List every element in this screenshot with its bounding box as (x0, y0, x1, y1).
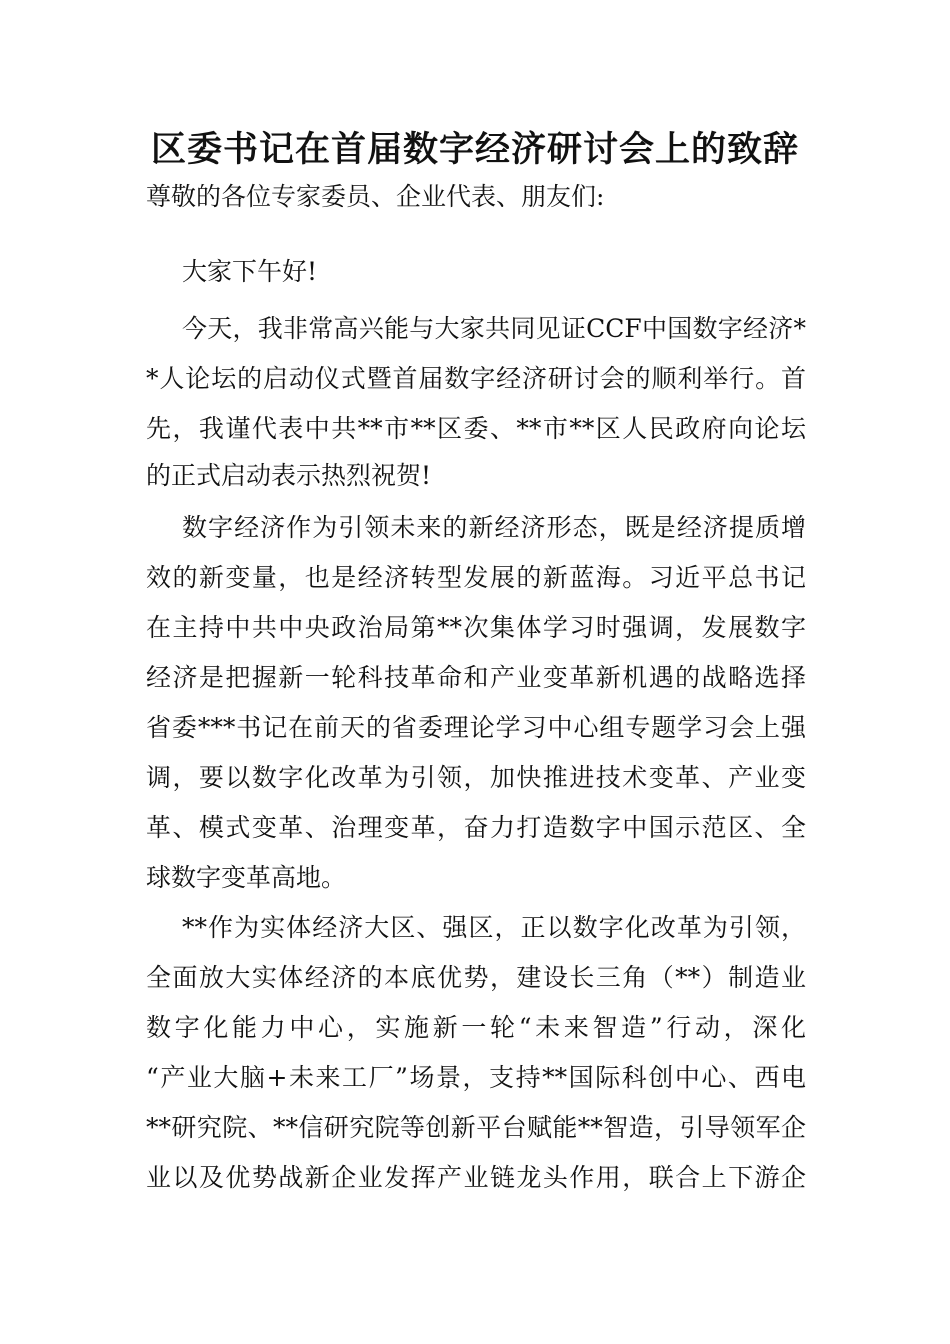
paragraph-line: 数字化能力中心，实施新一轮“未来智造”行动，深化 (146, 1013, 806, 1042)
salutation-line: 尊敬的各位专家委员、企业代表、朋友们: (146, 182, 605, 211)
paragraph-line: 先，我谨代表中共**市**区委、**市**区人民政府向论坛 (146, 414, 806, 443)
paragraph-line: 的正式启动表示热烈祝贺! (146, 461, 432, 490)
paragraph-line: 业以及优势战新企业发挥产业链龙头作用，联合上下游企 (146, 1163, 806, 1192)
paragraph-line: 今天，我非常高兴能与大家共同见证CCF中国数字经济* (182, 314, 806, 343)
paragraph-line: 效的新变量，也是经济转型发展的新蓝海。习近平总书记 (146, 563, 806, 592)
paragraph-line: 在主持中共中央政治局第**次集体学习时强调，发展数字 (146, 613, 806, 642)
greeting-line: 大家下午好! (182, 257, 318, 286)
paragraph-line: 球数字变革高地。 (146, 863, 347, 892)
paragraph-line: 省委***书记在前天的省委理论学习中心组专题学习会上强 (146, 713, 806, 742)
paragraph-line: 革、模式变革、治理变革，奋力打造数字中国示范区、全 (146, 813, 806, 842)
paragraph-line: 数字经济作为引领未来的新经济形态，既是经济提质增 (182, 513, 806, 542)
paragraph-line: 经济是把握新一轮科技革命和产业变革新机遇的战略选择 (146, 663, 806, 692)
paragraph-line: **作为实体经济大区、强区，正以数字化改革为引领， (182, 913, 806, 942)
document-title: 区委书记在首届数字经济研讨会上的致辞 (150, 129, 799, 170)
paragraph-line: “产业大脑+未来工厂”场景，支持**国际科创中心、西电 (146, 1063, 806, 1092)
paragraph-line: 全面放大实体经济的本底优势，建设长三角（**）制造业 (146, 963, 806, 992)
paragraph-line: 调，要以数字化改革为引领，加快推进技术变革、产业变 (146, 763, 806, 792)
paragraph-line: **研究院、**信研究院等创新平台赋能**智造，引导领军企 (146, 1113, 806, 1142)
paragraph-line: *人论坛的启动仪式暨首届数字经济研讨会的顺利举行。首 (146, 364, 806, 393)
